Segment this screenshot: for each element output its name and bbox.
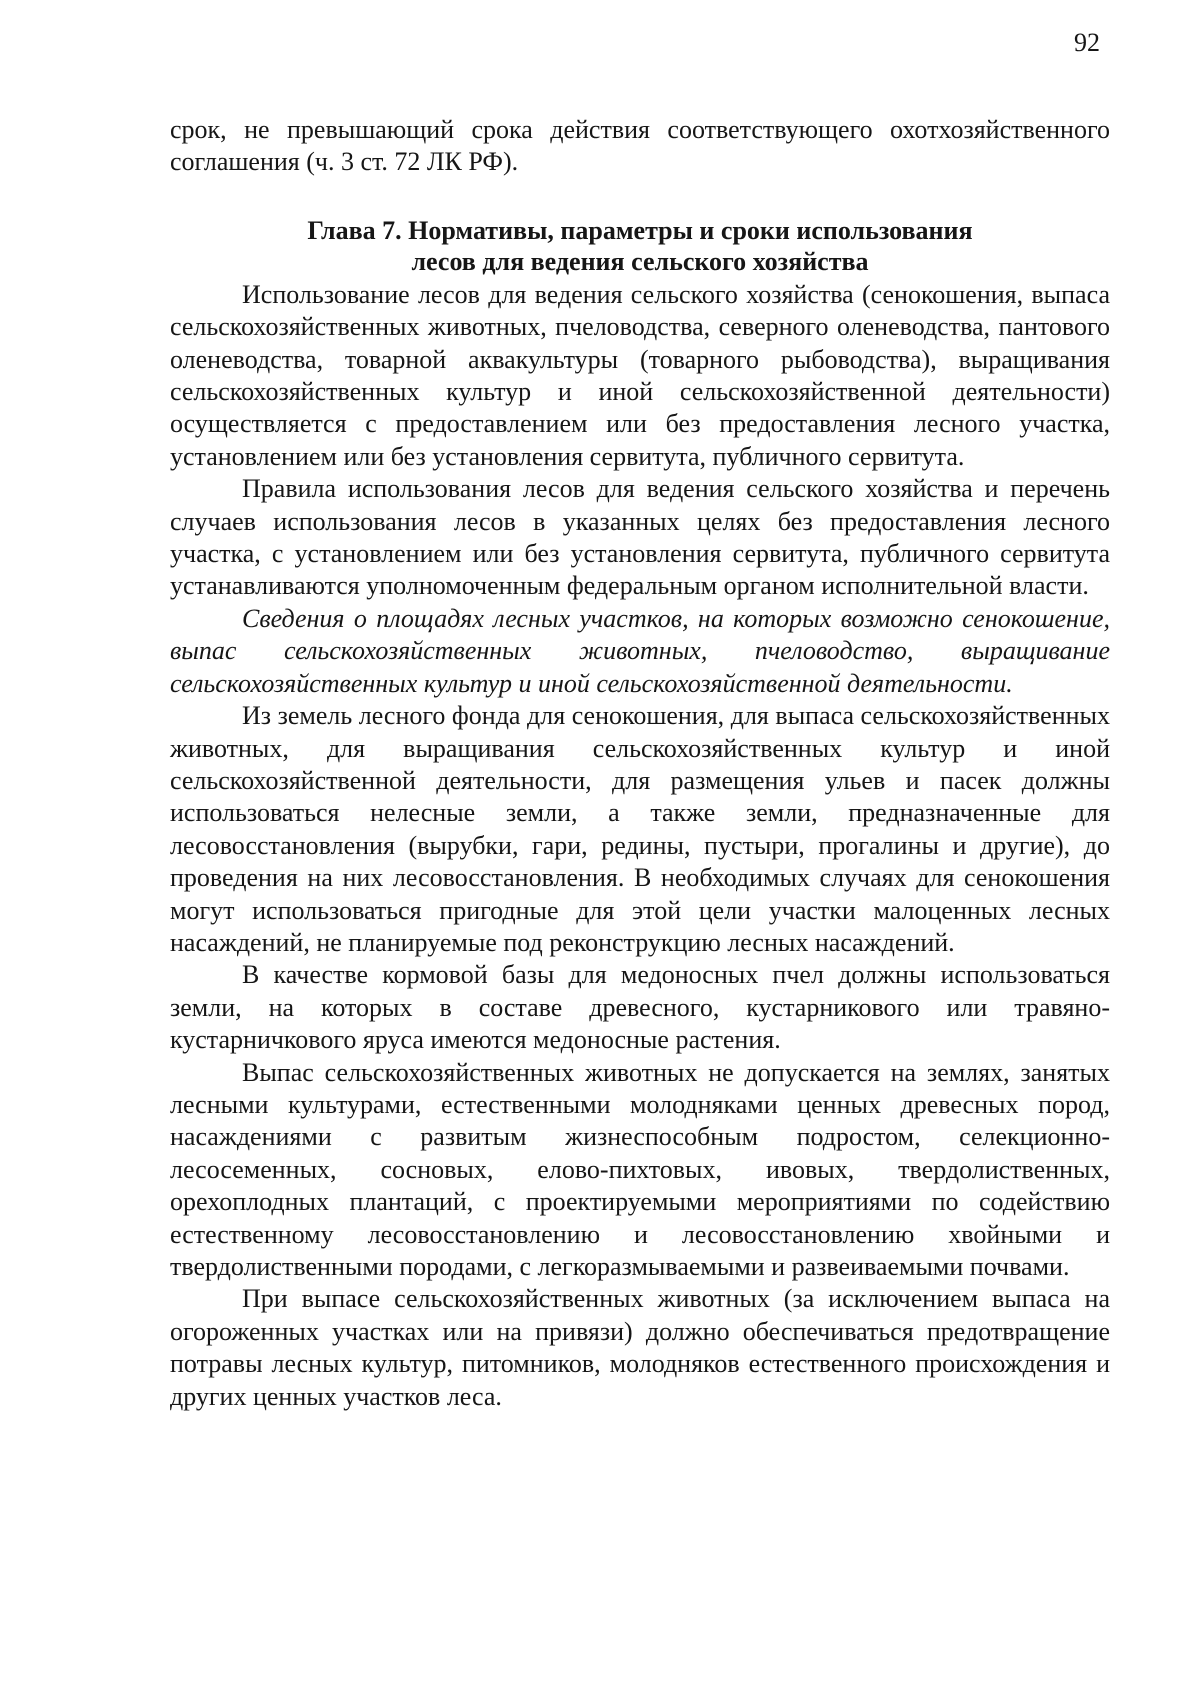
paragraph-land-for-haymaking: Из земель лесного фонда для сенокошения, для выпаса сельскохозяйственных животных, для выращивания сельскохозяйственных культур и иной сельскохозяйственной деятельности, для размещения ульев и пасек должны использоваться нелесные земли, а также земли, предназначенные для лесовосстановления (вырубки, гари, редины, пустыри, прогалины и другие), до проведения на них лесовосстановления. В необходимых случаях для сенокошения могут использоваться пригодные для этой цели участки малоценных лесных насаждений, не планируемые под реконструкцию лесных насаждений. [170,701,1110,957]
chapter-title [170,215,1110,277]
paragraph-grazing-restrictions: Выпас сельскохозяйственных животных не допускается на землях, занятых лесными культурами, естественными молодняками ценных древесных пород, насаждениями с развитым жизнеспособным подростом, селекционно-лесосеменных, сосновых, елово-пихтовых, ивовых, твердолиственных, орехоплодных плантаций, с проектируемыми мероприятиями по содействию естественному лесовосстановлению и лесовосстановлению хвойными и твердолиственными породами, с легкоразмываемыми и развеиваемыми почвами. [170,1057,1110,1281]
chapter-title-line-2: лесов для ведения сельского хозяйства [411,246,869,276]
paragraph-area-info-heading: Сведения о площадях лесных участков, на которых возможно сенокошение, выпас сельскохозяйственных животных, пчеловодство, выращивание сельскохозяйственных культур и иной сельскохозяйственной деятельности. [170,603,1110,698]
document-body [170,114,1110,1413]
paragraph-grazing-protection: При выпасе сельскохозяйственных животных (за исключением выпаса на огороженных участках или на привязи) должно обеспечиваться предотвращение потравы лесных культур, питомников, молодняков естественного происхождения и других ценных участков леса. [170,1284,1110,1411]
page-number: 92 [1074,28,1100,57]
paragraph-honey-plants: В качестве кормовой базы для медоносных пчел должны использоваться земли, на которых в составе древесного, кустарникового или травяно-кустарничкового яруса имеются медоносные растения. [170,960,1110,1055]
paragraph-rules-of-use: Правила использования лесов для ведения сельского хозяйства и перечень случаев использования лесов в указанных целях без предоставления лесного участка, с установлением или без установления сервитута, публичного сервитута устанавливаются уполномоченным федеральным органом исполнительной власти. [170,474,1110,601]
paragraph-forest-use-agriculture: Использование лесов для ведения сельского хозяйства (сенокошения, выпаса сельскохозяйственных животных, пчеловодства, северного оленеводства, пантового оленеводства, товарной аквакультуры (товарного рыбоводства), выращивания сельскохозяйственных культур и иной сельскохозяйственной деятельности) осуществляется с предоставлением или без предоставления лесного участка, установлением или без установления сервитута, публичного сервитута. [170,279,1110,471]
intro-paragraph: срок, не превышающий срока действия соответствующего охотхозяйственного соглашения (ч. 3 ст. 72 ЛК РФ). [170,115,1110,177]
chapter-title-line-1: Глава 7. Нормативы, параметры и сроки использования [307,215,973,245]
